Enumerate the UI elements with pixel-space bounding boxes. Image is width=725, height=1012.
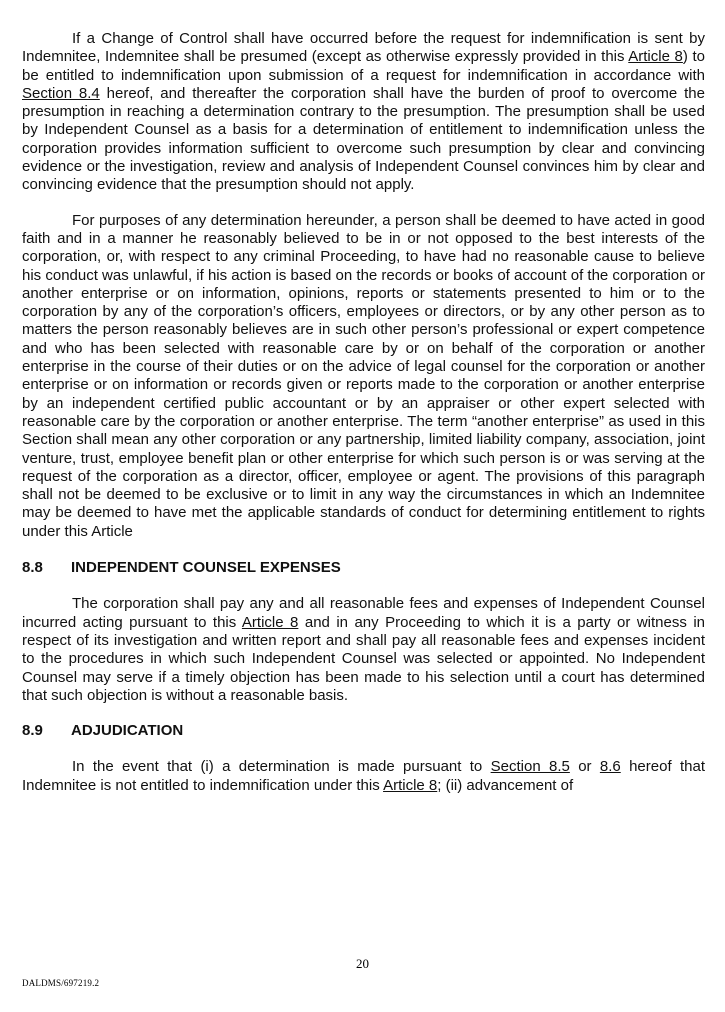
article-8-reference: Article 8 bbox=[241, 613, 299, 631]
paragraph-adjudication: In the event that (i) a determination is made pursuant to Section 8.5 or 8.6 hereof that Indemnitee is not entitled to indemnification under this Article 8; (ii) advancement of bbox=[22, 758, 705, 794]
article-8-reference: Article 8 bbox=[628, 48, 683, 66]
page-number: 20 bbox=[356, 956, 369, 971]
section-8-4-reference: Section 8.4 bbox=[22, 84, 100, 102]
paragraph-independent-counsel-expenses: The corporation shall pay any and all reasonable fees and expenses of Independent Counsel incurred acting pursuant to this Article 8 and in any Proceeding to which it is a party or witness in respect of its investigation and written report and shall pay all reasonable fees and expenses incident to the procedures in which such Independent Counsel was selected or appointed. No Independent Counsel may serve if a timely objection has been made to his selection until a court has determined that such objection is without a reasonable basis. bbox=[22, 595, 705, 704]
paragraph-good-faith-determination: For purposes of any determination hereunder, a person shall be deemed to have acted in good faith and in a manner he reasonably believed to be in or not opposed to the best interests of the corporation, or, with respect to any criminal Proceeding, to have had no reasonable cause to believe his conduct was unlawful, if his action is based on the records or books of account of the corporation or another enterprise or on information, opinions, reports or statements presented to him or to the corporation by any of the corporation’s officers, employees or directors, or by any other person as to matters the person reasonably believes are in such other person’s professional or expert competence and who has been selected with reasonable care by or on behalf of the corporation or another enterprise in the course of their duties or on the advice of legal counsel for the corporation or another enterprise or on information or records given or reports made to the corporation or another enterprise by an independent certified public accountant or by an appraiser or other expert selected with reasonable care by the corporation or another enterprise. The term “another enterprise” as used in this Section shall mean any other corporation or any partnership, limited liability company, association, joint venture, trust, employee benefit plan or other enterprise for which such person is or was serving at the request of the corporation as a director, officer, employee or agent. The provisions of this paragraph shall not be deemed to be exclusive or to limit in any way the circumstances in which an Indemnitee may be deemed to have met the applicable standards of conduct for determining entitlement to rights under this Article bbox=[22, 211, 705, 540]
section-8-5-reference: Section 8.5 bbox=[490, 758, 570, 776]
section-8-6-reference: 8.6 bbox=[599, 758, 621, 776]
section-8-9-heading bbox=[22, 722, 705, 740]
section-number: 8.8 bbox=[22, 559, 43, 577]
section-title: INDEPENDENT COUNSEL EXPENSES bbox=[71, 559, 341, 577]
document-id: DALDMS/697219.2 bbox=[22, 978, 100, 988]
article-8-reference: Article 8 bbox=[383, 776, 438, 794]
paragraph-change-of-control: If a Change of Control shall have occurred before the request for indemnification is sent by Indemnitee, Indemnitee shall be presumed (except as otherwise expressly provided in this Article 8) to be entitled to indemnification upon submission of a request for indemnification in accordance with Section 8.4 hereof, and thereafter the corporation shall have the burden of proof to overcome the presumption in reaching a determination contrary to the presumption. The presumption shall be used by Independent Counsel as a basis for a determination of entitlement to indemnification unless the corporation provides information sufficient to overcome such presumption by clear and convincing evidence or the investigation, review and analysis of Independent Counsel convinces him by clear and convincing evidence that the presumption should not apply. bbox=[22, 30, 705, 194]
section-title: ADJUDICATION bbox=[71, 722, 184, 740]
section-8-8-heading bbox=[22, 559, 705, 577]
section-number: 8.9 bbox=[22, 722, 43, 740]
